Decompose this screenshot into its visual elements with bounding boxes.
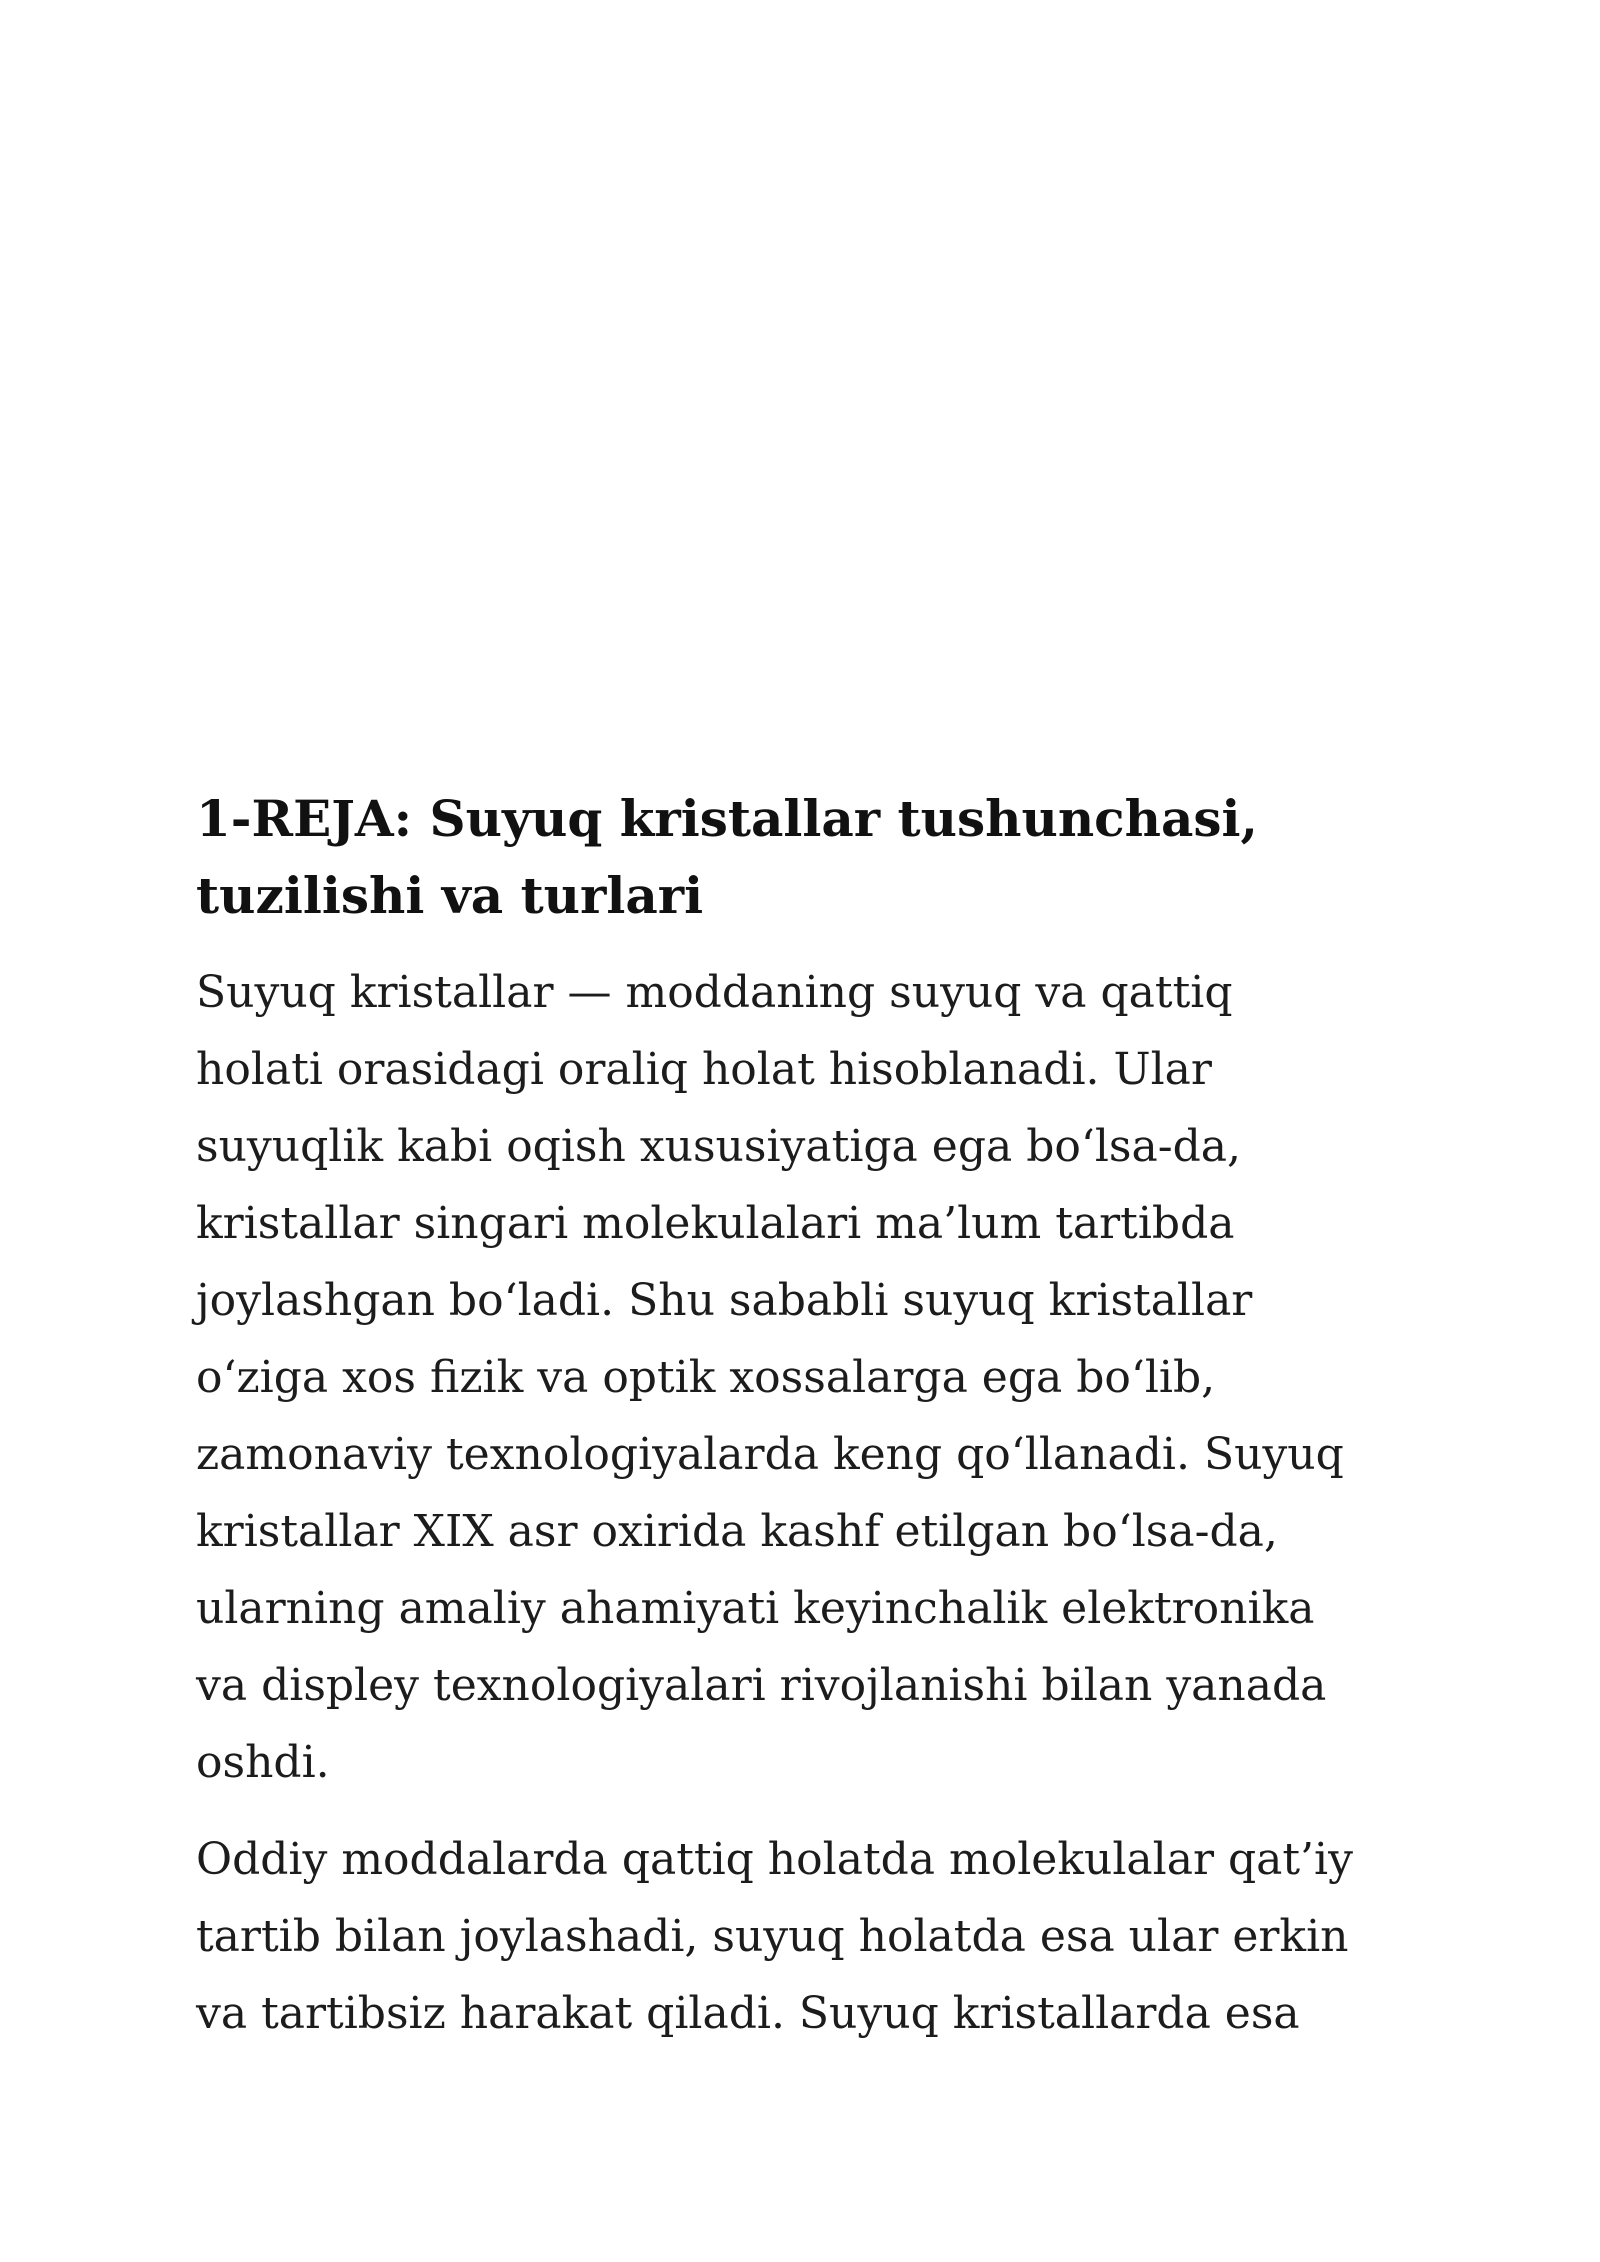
document-content — [196, 780, 1436, 2072]
paragraph-line: tartib bilan joylashadi, suyuq holatda esa ular erkin — [196, 1911, 1349, 1962]
paragraph-line: ularning amaliy ahamiyati keyinchalik elektronika — [196, 1583, 1315, 1634]
paragraph-line: Suyuq kristallar — moddaning suyuq va qattiq — [196, 967, 1233, 1018]
heading-line: tuzilishi va turlari — [196, 866, 704, 925]
paragraph-line: Oddiy moddalarda qattiq holatda molekulalar qat’iy — [196, 1834, 1353, 1885]
heading-line: 1-REJA: Suyuq kristallar tushunchasi, — [196, 789, 1258, 848]
paragraph-line: suyuqlik kabi oqish xususiyatiga ega bo‘lsa-da, — [196, 1121, 1241, 1172]
paragraph-line: kristallar XIX asr oxirida kashf etilgan bo‘lsa-da, — [196, 1506, 1278, 1557]
paragraph-line: joylashgan bo‘ladi. Shu sababli suyuq kristallar — [196, 1275, 1253, 1326]
paragraph-line: zamonaviy texnologiyalarda keng qo‘llanadi. Suyuq — [196, 1429, 1344, 1480]
paragraph-line: va tartibsiz harakat qiladi. Suyuq kristallarda esa — [196, 1988, 1300, 2039]
section-heading — [196, 780, 1436, 934]
paragraph-line: holati orasidagi oraliq holat hisoblanadi. Ular — [196, 1044, 1212, 1095]
paragraph-line: o‘ziga xos fizik va optik xossalarga ega bo‘lib, — [196, 1352, 1216, 1403]
paragraph-1 — [196, 954, 1436, 1801]
paragraph-line: kristallar singari molekulalari ma’lum tartibda — [196, 1198, 1235, 1249]
paragraph-line: oshdi. — [196, 1737, 330, 1788]
paragraph-2 — [196, 1821, 1436, 2052]
paragraph-line: va displey texnologiyalari rivojlanishi bilan yanada — [196, 1660, 1327, 1711]
